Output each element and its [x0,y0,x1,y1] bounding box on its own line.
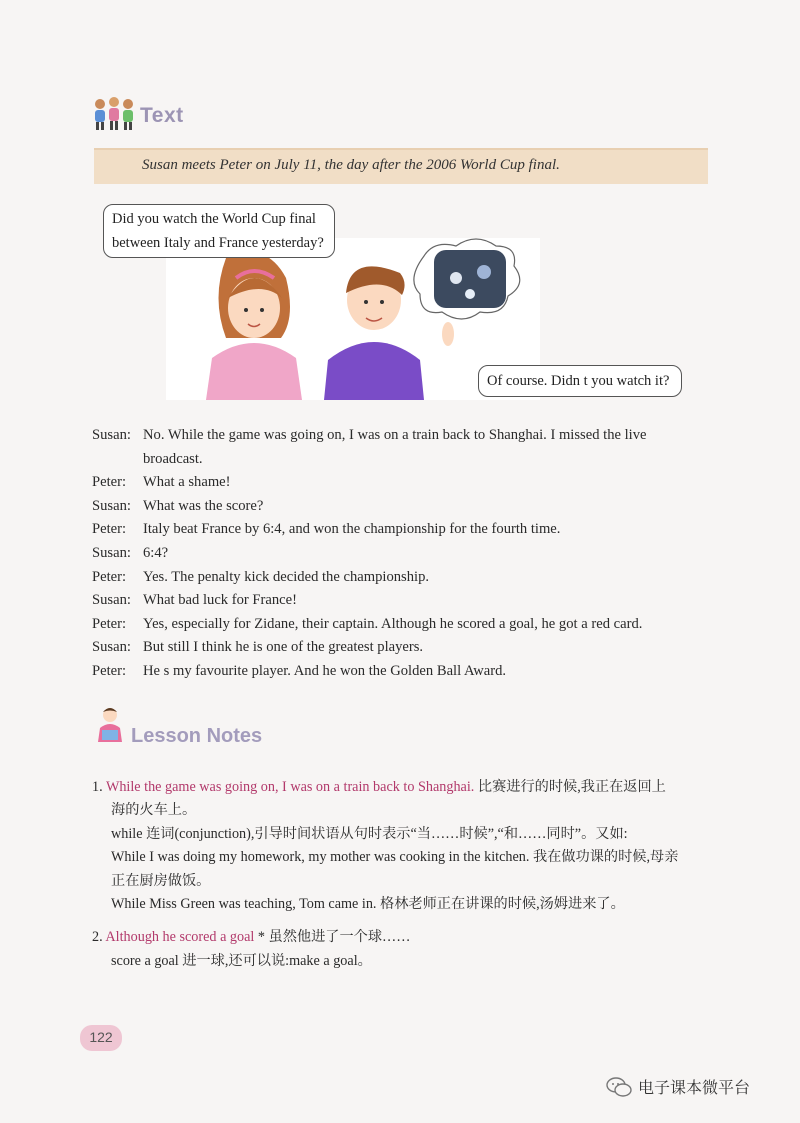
speaker: Susan: [92,639,131,656]
speaker: Susan: [92,427,131,443]
dialogue [92,424,732,684]
intro-bar [94,148,708,184]
note-translation: 比赛进行的时候,我正在返回上 [477,779,666,795]
dialogue-line [92,660,732,684]
speaker: Peter: [92,662,127,679]
student-icon [94,706,126,746]
dialogue-line [92,566,732,590]
dialogue-line [92,613,732,637]
dialogue-line [92,518,732,542]
speech: But still I think he is one of the greatest players. [143,639,424,656]
bubble-line: between Italy and France yesterday? [112,235,324,251]
lesson-notes [92,776,732,973]
page-number: 122 [80,1025,122,1051]
note-line: while 连词(conjunction),引导时间状语从句时表示“当……时候”,“和……同时”。又如: [111,825,628,842]
speaker: Susan: [92,497,131,514]
note-translation: * 虽然他进了一个球…… [257,929,411,946]
speech: What a shame! [143,474,231,491]
speaker: Susan: [92,592,131,609]
note-line: While I was doing my homework, my mother was cooking in the kitchen. 我在做功课的时候,母亲 [111,849,679,866]
speaker: Peter: [92,474,127,491]
wechat-icon [606,1076,632,1098]
watermark-text: 电子课本微平台 [638,1078,751,1097]
bubble-line: Did you watch the World Cup final [112,211,316,227]
note-line: 海的火车上。 [111,802,197,819]
dialogue-line [92,636,732,660]
note-number: 1. [92,779,103,795]
note-line: score a goal 进一球,还可以说:make a goal。 [111,952,372,969]
section-title-lesson-notes: Lesson Notes [131,725,263,747]
dialogue-line [92,424,732,471]
note-line: 正在厨房做饭。 [111,872,211,889]
speaker: Peter: [92,615,127,632]
intro-text: Susan meets Peter on July 11, the day after the 2006 World Cup final. [142,157,560,173]
note-2 [92,926,732,973]
speech: Yes, especially for Zidane, their captain. Although he scored a goal, he got a red card. [143,615,643,632]
note-highlight: While the game was going on, I was on a train back to Shanghai. [105,779,475,795]
speech: 6:4? [143,544,169,561]
section-title-text: Text [140,104,184,127]
watermark [606,1075,750,1098]
dialogue-line [92,589,732,613]
note-1 [92,776,732,916]
speech: He s my favourite player. And he won the Golden Ball Award. [143,662,507,679]
dialogue-line [92,471,732,495]
speaker: Peter: [92,521,127,538]
speech-text-cont: broadcast. [143,450,203,467]
speech: Yes. The penalty kick decided the championship. [143,568,430,585]
speech: What was the score? [143,497,264,514]
note-highlight: Although he scored a goal [105,929,255,946]
speech: Italy beat France by 6:4, and won the championship for the fourth time. [143,521,561,538]
speech [143,424,732,471]
note-number: 2. [92,929,103,946]
speaker: Susan: [92,544,131,561]
speech: What bad luck for France! [143,592,297,609]
speech-bubble-susan [103,204,335,258]
speech-bubble-peter: Of course. Didn t you watch it? [478,365,682,397]
speaker: Peter: [92,568,127,585]
speech-text: No. While the game was going on, I was on a train back to Shanghai. I missed the live [143,427,647,443]
dialogue-line [92,495,732,519]
note-line: While Miss Green was teaching, Tom came in. 格林老师正在讲课的时候,汤姆进来了。 [111,896,625,913]
kids-icon [92,95,136,131]
dialogue-line [92,542,732,566]
